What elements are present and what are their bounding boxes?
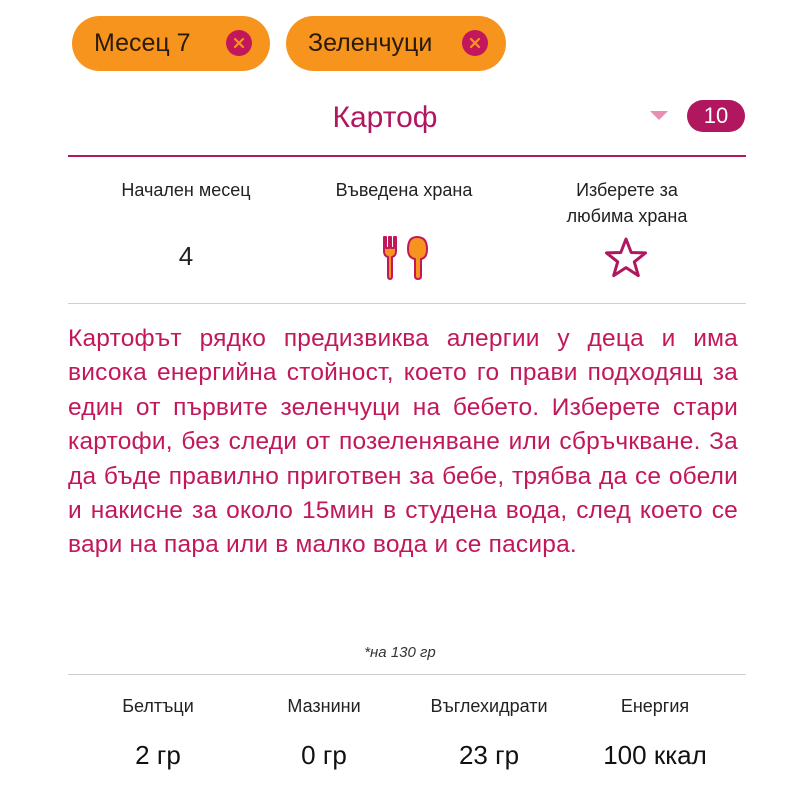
food-description: Картофът рядко предизвиква алергии у деца и има висока енергийна стойност, което го прави подходящ за един от първите зеленчуци на бебето. Изберете стари картофи, без следи от позеленяване или сбръчкване. За да бъде правилно приготвен за бебе, трябва да се обели и накисне за около 15мин в студена вода, след което се вари на пара или в малко вода и се пасира.: [68, 325, 738, 559]
nutrition-label: Енергия: [620, 696, 690, 716]
close-icon[interactable]: [462, 30, 488, 56]
divider: [68, 303, 746, 304]
start-month-label: Начален месец: [121, 180, 251, 200]
nutrition-value: 2 гр: [135, 740, 181, 770]
star-outline-icon[interactable]: [603, 236, 649, 285]
introduced-label: Въведена храна: [335, 180, 473, 200]
nutrition-value: 23 гр: [458, 740, 520, 770]
per-amount-note: *на 130 гр: [364, 644, 436, 661]
food-name: Картоф: [332, 101, 438, 134]
filter-chip-month[interactable]: [72, 16, 270, 71]
favorite-label: любима храна: [566, 206, 688, 226]
food-count-badge: 10: [687, 100, 745, 132]
filter-chip-label: Месец 7: [94, 29, 191, 57]
nutrition-label: Белтъци: [122, 696, 194, 716]
filter-chip-label: Зеленчуци: [308, 29, 433, 57]
caret-down-icon[interactable]: [650, 111, 668, 120]
nutrition-label: Въглехидрати: [430, 696, 548, 716]
nutrition-value: 100 ккал: [603, 740, 707, 770]
divider: [68, 155, 746, 157]
favorite-column: [540, 177, 714, 229]
close-icon[interactable]: [226, 30, 252, 56]
nutrition-label: Мазнини: [287, 696, 361, 716]
food-selector-dropdown[interactable]: [68, 93, 746, 153]
nutrition-value: 0 гр: [301, 740, 347, 770]
favorite-label: Изберете за: [576, 180, 678, 200]
start-month-column: [100, 177, 272, 203]
divider: [68, 674, 746, 675]
start-month-value: 4: [178, 241, 194, 271]
introduced-column: [318, 177, 490, 203]
filter-chip-category[interactable]: [286, 16, 506, 71]
fork-spoon-icon[interactable]: [381, 234, 431, 287]
